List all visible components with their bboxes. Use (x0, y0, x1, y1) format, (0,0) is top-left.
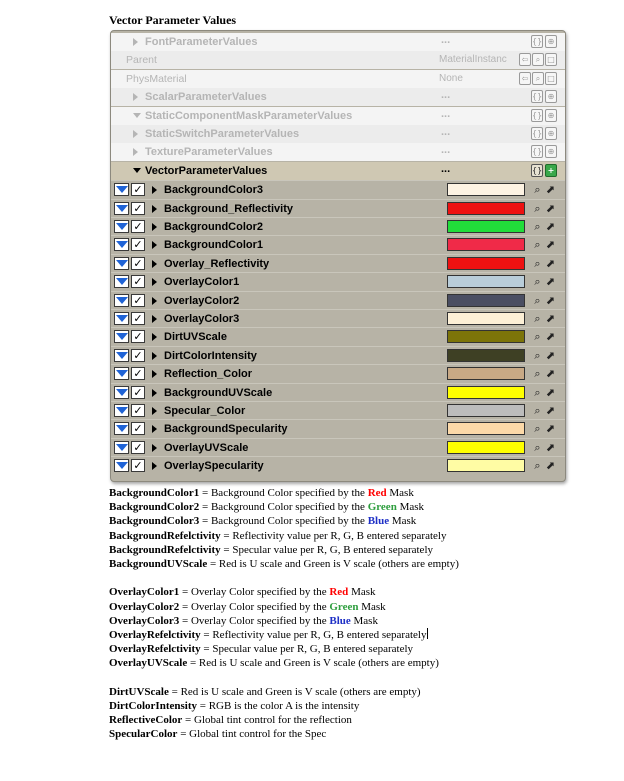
parameter-name: OverlayColor2 (164, 294, 240, 307)
note-key: OverlayRefelctivity (109, 643, 201, 656)
vector-parameter-row[interactable] (111, 217, 565, 235)
pick-cursor-icon[interactable]: ⬈ (545, 238, 556, 252)
color-swatch[interactable] (447, 459, 525, 472)
expand-right-icon[interactable] (152, 370, 157, 378)
expand-right-icon[interactable] (152, 205, 157, 213)
override-toggle-icon[interactable] (114, 220, 129, 233)
enable-checkbox[interactable]: ✓ (131, 441, 145, 454)
property-label: Parent (126, 54, 157, 67)
group-label: FontParameterValues (145, 36, 258, 48)
code-braces-icon[interactable]: {} (532, 92, 543, 102)
vector-parameter-row[interactable] (111, 383, 565, 401)
note-key: BackgroundColor3 (109, 515, 200, 528)
magnify-icon[interactable]: ⌕ (534, 440, 541, 454)
clear-icon[interactable]: □ (545, 53, 557, 66)
override-toggle-icon[interactable] (114, 312, 129, 325)
expand-right-icon[interactable] (152, 223, 157, 231)
enable-checkbox[interactable]: ✓ (131, 312, 145, 325)
expand-right-icon[interactable] (133, 148, 138, 156)
color-swatch[interactable] (447, 404, 525, 417)
expand-right-icon[interactable] (152, 260, 157, 268)
note-line (109, 500, 579, 514)
color-swatch[interactable] (447, 257, 525, 270)
enable-checkbox[interactable]: ✓ (131, 349, 145, 362)
note-line (109, 543, 579, 557)
vector-parameter-row[interactable] (111, 291, 565, 309)
enable-checkbox[interactable]: ✓ (131, 238, 145, 251)
browse-icon[interactable]: ⌕ (532, 72, 544, 85)
magnify-icon[interactable]: ⌕ (534, 348, 541, 362)
vector-parameter-row[interactable] (111, 272, 565, 290)
enable-checkbox[interactable]: ✓ (131, 183, 145, 196)
property-value: MaterialInstanc (439, 54, 507, 66)
note-key: DirtUVScale (109, 685, 169, 698)
note-text-end: Mask (350, 614, 378, 627)
note-text: = Background Color specified by the (199, 515, 368, 528)
override-toggle-icon[interactable] (114, 257, 129, 270)
code-braces-icon[interactable]: {} (532, 129, 543, 138)
magnify-icon[interactable]: ⌕ (534, 275, 541, 289)
property-label: PhysMaterial (126, 72, 187, 85)
expand-right-icon[interactable] (133, 38, 138, 46)
vector-parameter-row[interactable] (111, 180, 565, 198)
add-item-icon[interactable]: + (545, 164, 557, 177)
enable-checkbox[interactable]: ✓ (131, 367, 145, 380)
override-toggle-icon[interactable] (114, 367, 129, 380)
vector-parameter-header[interactable] (111, 162, 565, 180)
note-text: = Specular value per R, G, B entered separately (200, 643, 414, 656)
pick-cursor-icon[interactable]: ⬈ (545, 312, 556, 325)
mask-color-word: Blue (329, 614, 351, 627)
property-row[interactable] (111, 125, 565, 143)
note-key: OverlayRefelctivity (109, 628, 201, 641)
magnify-icon[interactable]: ⌕ (534, 330, 541, 344)
group-label: TextureParameterValues (145, 146, 273, 159)
use-selected-icon[interactable]: ⇦ (519, 53, 531, 66)
clear-icon[interactable]: □ (545, 72, 557, 85)
pick-cursor-icon[interactable]: ⬈ (545, 293, 556, 307)
override-toggle-icon[interactable] (114, 422, 129, 435)
property-row[interactable] (111, 51, 565, 69)
group-label: StaticSwitchParameterValues (145, 128, 300, 140)
magnify-icon[interactable]: ⌕ (534, 312, 541, 325)
add-item-icon[interactable]: ⊕ (545, 90, 557, 103)
property-row[interactable] (111, 88, 565, 106)
code-braces-icon[interactable]: {} (532, 147, 543, 157)
note-key: BackgroundRefelctivity (109, 529, 221, 542)
vector-parameter-row[interactable] (111, 401, 565, 419)
add-item-icon[interactable]: ⊕ (545, 35, 557, 48)
vector-parameter-row[interactable] (111, 199, 565, 217)
note-text: = Global tint control for the reflection (182, 714, 352, 726)
note-line (109, 727, 579, 741)
color-swatch[interactable] (447, 330, 525, 343)
vector-parameter-row[interactable] (111, 235, 565, 253)
mask-color-word: Blue (367, 515, 390, 528)
note-text: = Red is U scale and Green is V scale (others are empty) (207, 557, 459, 570)
color-swatch[interactable] (447, 238, 525, 251)
parameter-notes (109, 486, 579, 741)
property-row[interactable] (111, 70, 565, 88)
note-line (109, 628, 579, 642)
color-swatch[interactable] (447, 183, 525, 196)
note-text: = Overlay Color specified by the (179, 614, 330, 627)
note-text: = Reflectivity value per R, G, B entered separately (220, 529, 447, 542)
pick-cursor-icon[interactable]: ⬈ (545, 183, 556, 197)
note-key: BackgroundColor1 (109, 487, 200, 499)
note-text-end: Mask (396, 501, 425, 514)
value-ellipsis: ... (441, 89, 451, 102)
color-swatch[interactable] (447, 312, 525, 325)
parameter-name: OverlayUVScale (164, 441, 249, 454)
parameter-name: OverlaySpecularity (164, 460, 264, 473)
magnify-icon[interactable]: ⌕ (534, 459, 541, 473)
magnify-icon[interactable]: ⌕ (534, 422, 541, 436)
note-text: = Global tint control for the Spec (177, 728, 327, 741)
expand-right-icon[interactable] (152, 425, 157, 433)
color-swatch[interactable] (447, 441, 525, 454)
expand-down-icon[interactable] (133, 113, 141, 118)
parameter-name: BackgroundColor3 (164, 184, 264, 197)
pick-cursor-icon[interactable]: ⬈ (545, 367, 556, 381)
use-selected-icon[interactable]: ⇦ (519, 72, 531, 85)
note-key: DirtColorIntensity (109, 699, 197, 712)
pick-cursor-icon[interactable]: ⬈ (545, 330, 556, 344)
add-item-icon[interactable]: ⊕ (545, 145, 557, 158)
note-key: OverlayColor3 (109, 614, 180, 627)
magnify-icon[interactable]: ⌕ (534, 256, 541, 270)
magnify-icon[interactable]: ⌕ (534, 367, 541, 381)
note-key: BackgroundUVScale (109, 557, 208, 570)
note-line (109, 585, 579, 599)
pick-cursor-icon[interactable]: ⬈ (545, 404, 556, 417)
note-line (109, 614, 579, 628)
note-line (109, 486, 579, 500)
expand-right-icon[interactable] (152, 333, 157, 341)
note-line (109, 685, 579, 699)
pick-cursor-icon[interactable]: ⬈ (545, 201, 556, 215)
group-label: ScalarParameterValues (145, 91, 267, 104)
enable-checkbox[interactable]: ✓ (131, 220, 145, 233)
enable-checkbox[interactable]: ✓ (131, 404, 145, 417)
note-key: OverlayColor1 (109, 586, 180, 599)
magnify-icon[interactable]: ⌕ (534, 404, 541, 417)
note-key: BackgroundColor2 (109, 501, 200, 514)
vector-parameter-row[interactable] (111, 254, 565, 272)
color-swatch[interactable] (447, 422, 525, 435)
expand-right-icon[interactable] (152, 278, 157, 286)
pick-cursor-icon[interactable]: ⬈ (545, 275, 556, 289)
mask-color-word: Red (367, 487, 387, 499)
vector-parameter-row[interactable] (111, 346, 565, 364)
note-key: OverlayUVScale (109, 657, 188, 670)
vector-parameter-row[interactable] (111, 438, 565, 456)
color-swatch[interactable] (447, 367, 525, 380)
note-text: = Background Color specified by the (199, 501, 368, 514)
text-cursor (427, 628, 428, 639)
enable-checkbox[interactable]: ✓ (131, 202, 145, 215)
expand-right-icon[interactable] (133, 130, 138, 138)
override-toggle-icon[interactable] (114, 404, 129, 417)
override-toggle-icon[interactable] (114, 238, 129, 251)
pick-cursor-icon[interactable]: ⬈ (545, 440, 556, 454)
pick-cursor-icon[interactable]: ⬈ (545, 459, 556, 473)
blank-line (109, 670, 579, 684)
expand-right-icon[interactable] (152, 352, 157, 360)
note-key: ReflectiveColor (109, 714, 183, 726)
parameter-name: Specular_Color (164, 405, 246, 417)
expand-right-icon[interactable] (133, 93, 138, 101)
code-braces-icon[interactable]: {} (532, 37, 543, 46)
pick-cursor-icon[interactable]: ⬈ (545, 256, 556, 270)
add-item-icon[interactable]: ⊕ (545, 127, 557, 140)
note-key: OverlayColor2 (109, 600, 180, 613)
enable-checkbox[interactable]: ✓ (131, 422, 145, 435)
enable-checkbox[interactable]: ✓ (131, 294, 145, 307)
note-line (109, 656, 579, 670)
override-toggle-icon[interactable] (114, 330, 129, 343)
note-line (109, 713, 579, 727)
parameter-name: BackgroundColor2 (164, 221, 264, 233)
note-text: = Red is U scale and Green is V scale (others are empty) (168, 685, 421, 698)
note-key: SpecularColor (109, 728, 178, 741)
color-swatch[interactable] (447, 294, 525, 307)
magnify-icon[interactable]: ⌕ (534, 201, 541, 215)
pick-cursor-icon[interactable]: ⬈ (545, 422, 556, 436)
note-line (109, 514, 579, 528)
note-text-end: Mask (389, 515, 417, 528)
color-swatch[interactable] (447, 275, 525, 288)
note-line (109, 557, 579, 571)
color-swatch[interactable] (447, 386, 525, 399)
property-value: None (439, 72, 463, 84)
vector-parameter-row[interactable] (111, 456, 565, 474)
note-text: = Reflectivity value per R, G, B entered separately (200, 628, 427, 641)
parameter-name: Overlay_Reflectivity (164, 257, 270, 270)
magnify-icon[interactable]: ⌕ (534, 183, 541, 197)
enable-checkbox[interactable]: ✓ (131, 330, 145, 343)
color-swatch[interactable] (447, 202, 525, 215)
parameter-name: OverlayColor3 (164, 313, 240, 325)
magnify-icon[interactable]: ⌕ (534, 238, 541, 252)
color-swatch[interactable] (447, 349, 525, 362)
parameter-name: BackgroundSpecularity (164, 423, 288, 436)
note-line (109, 642, 579, 656)
vector-parameter-row[interactable] (111, 309, 565, 327)
override-toggle-icon[interactable] (114, 275, 129, 288)
expand-right-icon[interactable] (152, 186, 157, 194)
value-ellipsis: ... (441, 34, 451, 46)
note-key: BackgroundRefelctivity (109, 543, 221, 556)
enable-checkbox[interactable]: ✓ (131, 386, 145, 399)
mask-color-word: Green (367, 501, 397, 514)
value-ellipsis: ... (441, 144, 451, 157)
note-text: = RGB is the color A is the intensity (197, 699, 360, 712)
group-label: VectorParameterValues (145, 164, 268, 177)
expand-right-icon[interactable] (152, 444, 157, 452)
pick-cursor-icon[interactable]: ⬈ (545, 220, 556, 233)
document-title: Vector Parameter Values (109, 13, 237, 27)
mask-color-word: Green (329, 600, 359, 613)
note-text: = Overlay Color specified by the (179, 600, 330, 613)
magnify-icon[interactable]: ⌕ (534, 220, 541, 233)
enable-checkbox[interactable]: ✓ (131, 459, 145, 472)
add-item-icon[interactable]: ⊕ (545, 109, 557, 122)
parameter-name: BackgroundUVScale (164, 386, 273, 399)
expand-right-icon[interactable] (152, 297, 157, 305)
expand-right-icon[interactable] (152, 407, 157, 415)
parameter-name: BackgroundColor1 (164, 239, 264, 252)
parameter-name: DirtUVScale (164, 331, 227, 344)
parameter-name: Reflection_Color (164, 368, 253, 381)
pick-cursor-icon[interactable]: ⬈ (545, 348, 556, 362)
parameter-name: OverlayColor1 (164, 276, 240, 289)
override-toggle-icon[interactable] (114, 349, 129, 362)
pick-cursor-icon[interactable]: ⬈ (545, 385, 556, 399)
override-toggle-icon[interactable] (114, 202, 129, 215)
note-text: = Overlay Color specified by the (179, 586, 330, 599)
enable-checkbox[interactable]: ✓ (131, 275, 145, 288)
mask-color-word: Red (329, 586, 349, 599)
group-label: StaticComponentMaskParameterValues (145, 109, 353, 122)
blank-line (109, 571, 579, 585)
override-toggle-icon[interactable] (114, 183, 129, 196)
expand-right-icon[interactable] (152, 241, 157, 249)
parameter-name: Background_Reflectivity (164, 202, 293, 215)
override-toggle-icon[interactable] (114, 441, 129, 454)
vector-parameter-row[interactable] (111, 327, 565, 345)
property-row[interactable] (111, 107, 565, 125)
value-ellipsis: ... (441, 126, 451, 138)
code-braces-icon[interactable]: {} (532, 165, 543, 175)
parameter-name: DirtColorIntensity (164, 349, 257, 362)
expand-right-icon[interactable] (152, 462, 157, 470)
enable-checkbox[interactable]: ✓ (131, 257, 145, 270)
value-ellipsis: ... (441, 107, 451, 120)
note-text: = Red is U scale and Green is V scale (others are empty) (187, 657, 439, 670)
note-line (109, 600, 579, 614)
browse-icon[interactable]: ⌕ (532, 53, 544, 66)
override-toggle-icon[interactable] (114, 294, 129, 307)
expand-right-icon[interactable] (152, 315, 157, 323)
expand-right-icon[interactable] (152, 389, 157, 397)
override-toggle-icon[interactable] (114, 459, 129, 472)
note-line (109, 529, 579, 543)
vector-parameter-row[interactable] (111, 419, 565, 437)
property-panel (110, 30, 566, 482)
note-text-end: Mask (348, 586, 376, 599)
magnify-icon[interactable]: ⌕ (534, 385, 541, 399)
magnify-icon[interactable]: ⌕ (534, 293, 541, 307)
override-toggle-icon[interactable] (114, 386, 129, 399)
vector-parameter-row[interactable] (111, 364, 565, 382)
property-row[interactable] (111, 143, 565, 161)
expand-down-icon[interactable] (133, 168, 141, 173)
note-text-end: Mask (386, 487, 414, 499)
property-row[interactable] (111, 33, 565, 51)
value-ellipsis: ... (441, 162, 451, 175)
note-text: = Background Color specified by the (199, 487, 368, 499)
note-text: = Specular value per R, G, B entered separately (220, 543, 433, 556)
color-swatch[interactable] (447, 220, 525, 233)
note-line (109, 699, 579, 713)
code-braces-icon[interactable]: {} (532, 110, 543, 120)
note-text-end: Mask (358, 600, 386, 613)
